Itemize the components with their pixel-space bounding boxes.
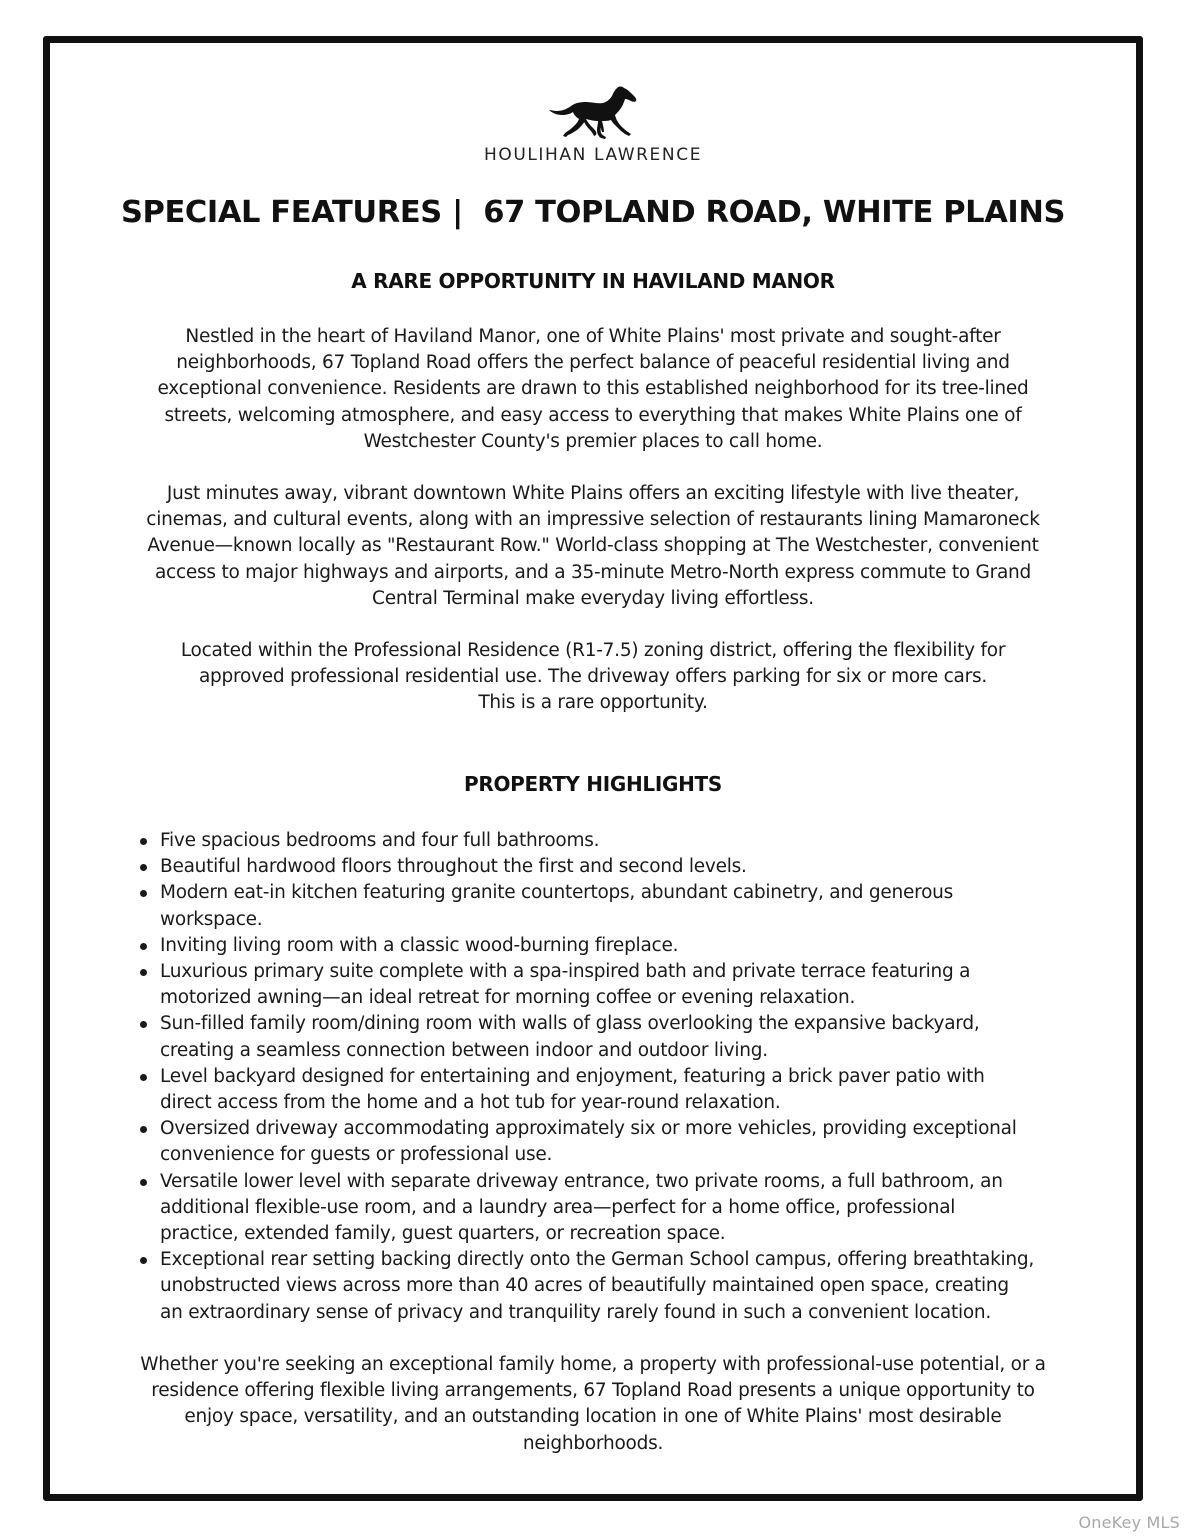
paragraph-line: Central Terminal make everyday living effortless.	[372, 587, 814, 609]
page-title: SPECIAL FEATURES | 67 TOPLAND ROAD, WHITE PLAINS	[120, 195, 1066, 230]
document-frame	[43, 36, 1143, 1501]
paragraph-line: residence offering flexible living arrangements, 67 Topland Road presents a unique opportunity to	[151, 1380, 1035, 1402]
list-item-line: workspace.	[160, 908, 263, 930]
list-item-line: practice, extended family, guest quarters, or recreation space.	[160, 1223, 726, 1245]
list-item	[136, 959, 1096, 1011]
intro-paragraph	[120, 324, 1066, 455]
list-item	[136, 1169, 1096, 1248]
zoning-paragraph	[120, 638, 1066, 717]
list-item-line: Sun-filled family room/dining room with walls of glass overlooking the expansive backyard,	[160, 1013, 980, 1035]
brand-name: HOULIHAN LAWRENCE	[483, 145, 703, 165]
list-item	[136, 880, 1096, 932]
list-item-line: Level backyard designed for entertaining and enjoyment, featuring a brick paver patio with	[160, 1065, 985, 1087]
paragraph-line: cinemas, and cultural events, along with an impressive selection of restaurants lining Mamaroneck	[146, 509, 1040, 531]
list-item	[136, 1011, 1096, 1063]
watermark: OneKey MLS	[1078, 1513, 1180, 1532]
list-item	[136, 1116, 1096, 1168]
closing-paragraph	[110, 1352, 1076, 1457]
section-subtitle: A RARE OPPORTUNITY IN HAVILAND MANOR	[351, 269, 835, 293]
paragraph-line: Westchester County's premier places to call home.	[363, 430, 823, 452]
list-item-line: motorized awning—an ideal retreat for morning coffee or evening relaxation.	[160, 987, 856, 1009]
paragraph-line: exceptional convenience. Residents are drawn to this established neighborhood for its tree-lined	[157, 378, 1029, 400]
list-item-line: creating a seamless connection between indoor and outdoor living.	[160, 1039, 768, 1061]
paragraph-line: neighborhoods.	[522, 1432, 664, 1454]
list-item	[136, 933, 1096, 959]
list-item	[136, 1247, 1096, 1326]
list-item-line: Beautiful hardwood floors throughout the first and second levels.	[160, 856, 747, 878]
list-item-line: convenience for guests or professional use.	[160, 1144, 553, 1166]
paragraph-line: Nestled in the heart of Haviland Manor, one of White Plains' most private and sought-after	[185, 326, 1001, 347]
list-item	[136, 1064, 1096, 1116]
list-item-line: direct access from the home and a hot tub for year-round relaxation.	[160, 1092, 781, 1114]
paragraph-line: access to major highways and airports, and a 35-minute Metro-North express commute to Grand	[154, 561, 1032, 583]
list-item	[136, 854, 1096, 880]
paragraph-line: Whether you're seeking an exceptional family home, a property with professional-use potential, or a	[140, 1354, 1046, 1375]
brand-logo	[50, 85, 1136, 165]
list-item-line: Versatile lower level with separate driveway entrance, two private rooms, a full bathroom, an	[160, 1170, 1003, 1192]
paragraph-line: enjoy space, versatility, and an outstanding location in one of White Plains' most desirable	[184, 1406, 1002, 1428]
list-item	[136, 828, 1096, 854]
list-item-line: an extraordinary sense of privacy and tranquility rarely found in such a convenient location.	[160, 1301, 992, 1323]
list-item-line: unobstructed views across more than 40 acres of beautifully maintained open space, creating	[160, 1275, 1009, 1297]
horse-icon	[545, 85, 641, 141]
list-item-line: Modern eat-in kitchen featuring granite countertops, abundant cabinetry, and generous	[160, 882, 954, 904]
list-item-line: Inviting living room with a classic wood-burning fireplace.	[160, 934, 679, 956]
paragraph-line: streets, welcoming atmosphere, and easy access to everything that makes White Plains one of	[164, 404, 1022, 426]
list-item-line: additional flexible-use room, and a laundry area—perfect for a home office, professional	[160, 1196, 956, 1218]
lifestyle-paragraph	[120, 481, 1066, 612]
list-item-line: Luxurious primary suite complete with a spa-inspired bath and private terrace featuring a	[160, 961, 971, 983]
list-item-line: Exceptional rear setting backing directly onto the German School campus, offering breathtaking,	[160, 1249, 1035, 1271]
paragraph-line: Avenue—known locally as "Restaurant Row." World-class shopping at The Westchester, convenient	[147, 535, 1039, 557]
highlights-list	[136, 828, 1096, 1326]
list-item-line: Five spacious bedrooms and four full bathrooms.	[160, 830, 600, 851]
list-item-line: Oversized driveway accommodating approximately six or more vehicles, providing exceptional	[160, 1118, 1017, 1140]
paragraph-line: This is a rare opportunity.	[478, 692, 708, 714]
paragraph-line: Located within the Professional Residence (R1-7.5) zoning district, offering the flexibility for	[180, 640, 1006, 661]
highlights-heading: PROPERTY HIGHLIGHTS	[464, 772, 722, 796]
paragraph-line: approved professional residential use. The driveway offers parking for six or more cars.	[198, 666, 988, 688]
paragraph-line: neighborhoods, 67 Topland Road offers the perfect balance of peaceful residential living and	[176, 352, 1010, 374]
paragraph-line: Just minutes away, vibrant downtown White Plains offers an exciting lifestyle with live theater,	[166, 483, 1020, 504]
